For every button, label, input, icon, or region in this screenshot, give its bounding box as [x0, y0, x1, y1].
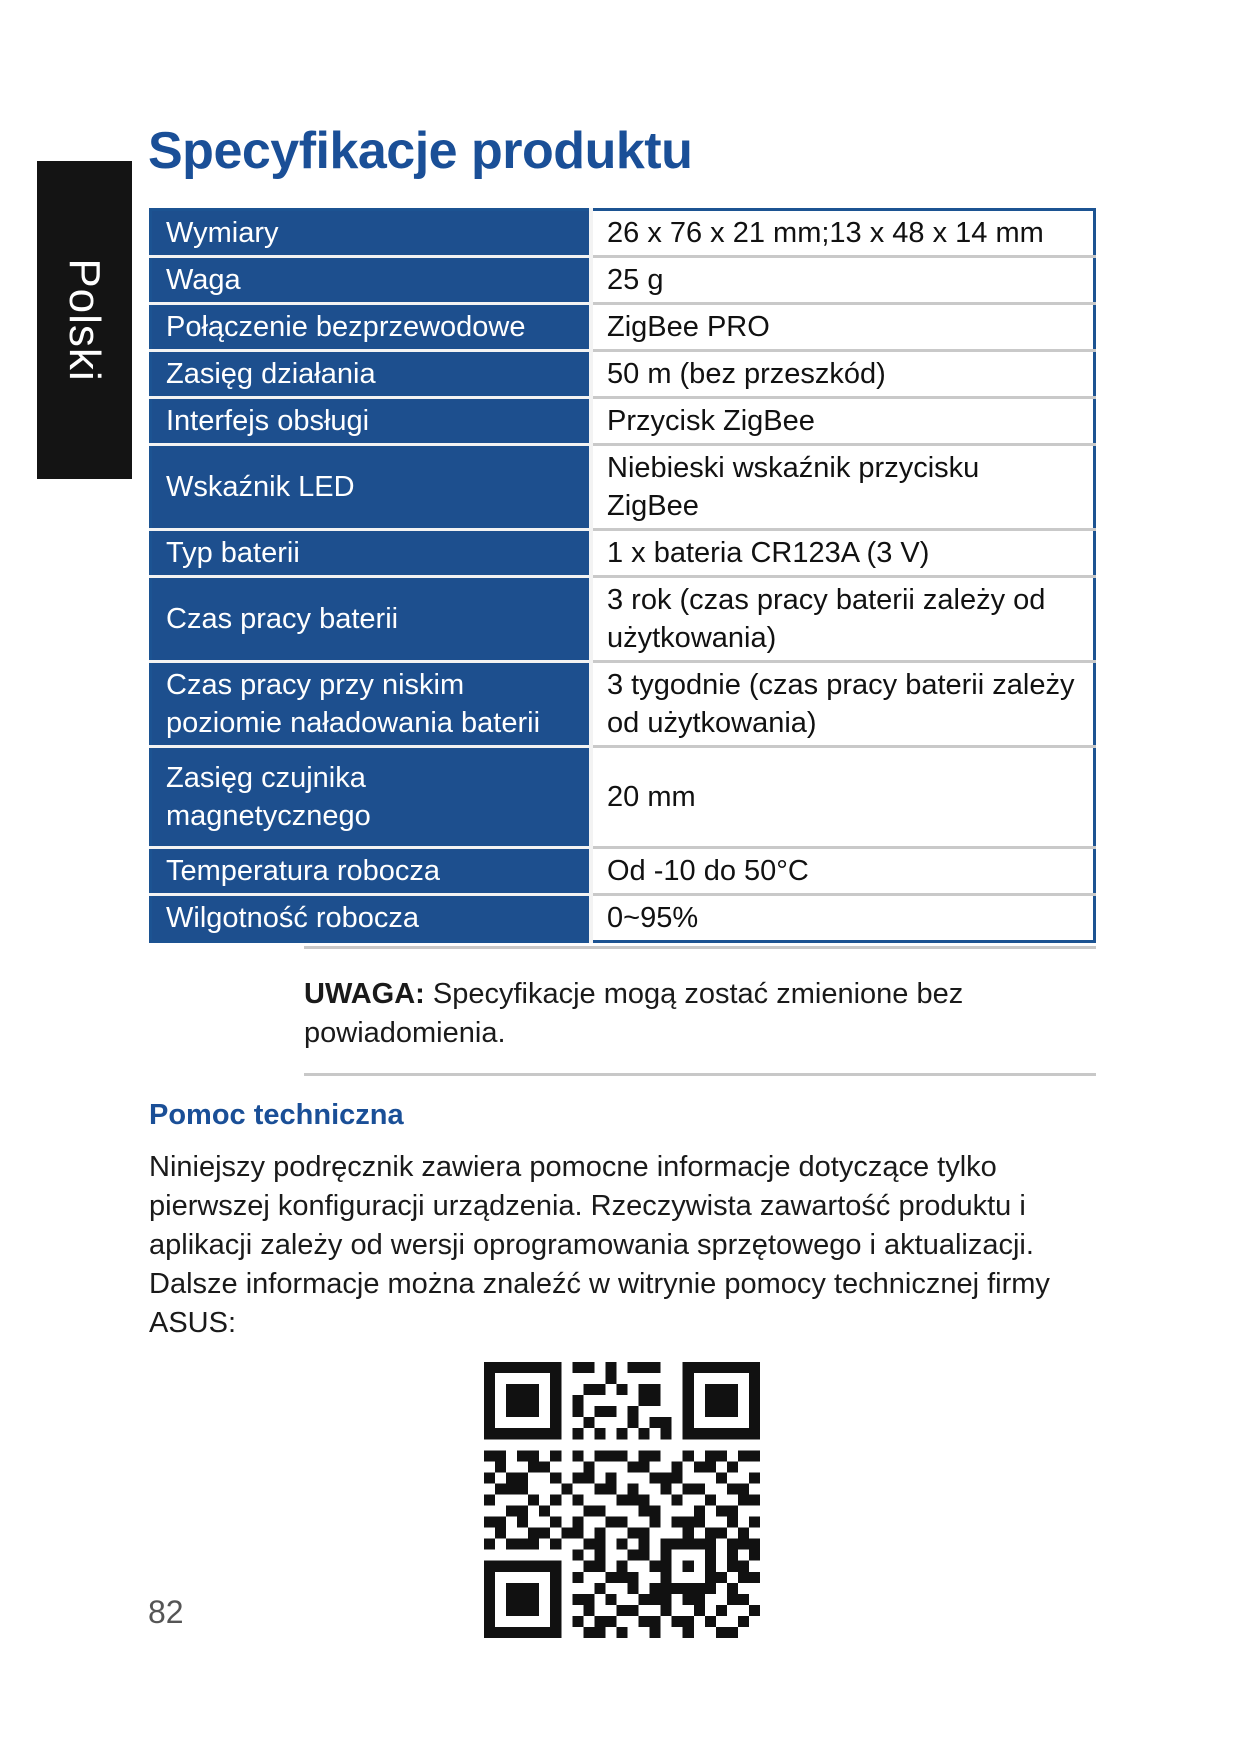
support-heading: Pomoc techniczna	[149, 1099, 404, 1131]
spec-label: Czas pracy przy niskim poziomie naładowania baterii	[151, 662, 592, 747]
spec-row	[151, 895, 1095, 942]
spec-value: 50 m (bez przeszkód)	[591, 351, 1095, 398]
language-tab	[37, 161, 132, 479]
note-text: Specyfikacje mogą zostać zmienione bez powiadomienia.	[304, 978, 964, 1049]
language-tab-label: Polski	[60, 258, 109, 382]
spec-label: Zasięg działania	[151, 351, 592, 398]
spec-value: 20 mm	[591, 747, 1095, 848]
spec-row	[151, 530, 1095, 577]
qr-code-icon	[484, 1362, 760, 1638]
spec-label: Czas pracy baterii	[151, 577, 592, 662]
spec-row	[151, 351, 1095, 398]
spec-row	[151, 210, 1095, 257]
note-box	[304, 946, 1096, 1076]
note-label: UWAGA:	[304, 978, 425, 1010]
spec-label: Wskaźnik LED	[151, 445, 592, 530]
support-body: Niniejszy podręcznik zawiera pomocne informacje dotyczące tylko pierwszej konfiguracji urządzenia. Rzeczywista zawartość produktu i aplikacji zależy od wersji oprogramowania sprzętowego i aktualizacji. Dalsze informacje można znaleźć w witrynie pomocy technicznej firmy ASUS:	[149, 1151, 1050, 1339]
page-number: 82	[148, 1594, 184, 1630]
spec-label: Typ baterii	[151, 530, 592, 577]
spec-value: Od -10 do 50°C	[591, 848, 1095, 895]
spec-label: Waga	[151, 257, 592, 304]
page-title: Specyfikacje produktu	[148, 122, 693, 180]
spec-value: 3 tygodnie (czas pracy baterii zależy od użytkowania)	[591, 662, 1095, 747]
spec-row	[151, 747, 1095, 848]
spec-label: Interfejs obsługi	[151, 398, 592, 445]
spec-table	[149, 208, 1096, 943]
spec-row	[151, 445, 1095, 530]
spec-label: Połączenie bezprzewodowe	[151, 304, 592, 351]
spec-value: 25 g	[591, 257, 1095, 304]
spec-value: 3 rok (czas pracy baterii zależy od użytkowania)	[591, 577, 1095, 662]
spec-value: Niebieski wskaźnik przycisku ZigBee	[591, 445, 1095, 530]
spec-label: Zasięg czujnika magnetycznego	[151, 747, 592, 848]
spec-label: Wilgotność robocza	[151, 895, 592, 942]
spec-row	[151, 257, 1095, 304]
spec-value: ZigBee PRO	[591, 304, 1095, 351]
spec-value: 26 x 76 x 21 mm;13 x 48 x 14 mm	[591, 210, 1095, 257]
spec-label: Wymiary	[151, 210, 592, 257]
spec-value: Przycisk ZigBee	[591, 398, 1095, 445]
spec-value: 0~95%	[591, 895, 1095, 942]
spec-row	[151, 662, 1095, 747]
spec-row	[151, 398, 1095, 445]
spec-value: 1 x bateria CR123A (3 V)	[591, 530, 1095, 577]
spec-row	[151, 304, 1095, 351]
spec-label: Temperatura robocza	[151, 848, 592, 895]
spec-row	[151, 848, 1095, 895]
spec-row	[151, 577, 1095, 662]
